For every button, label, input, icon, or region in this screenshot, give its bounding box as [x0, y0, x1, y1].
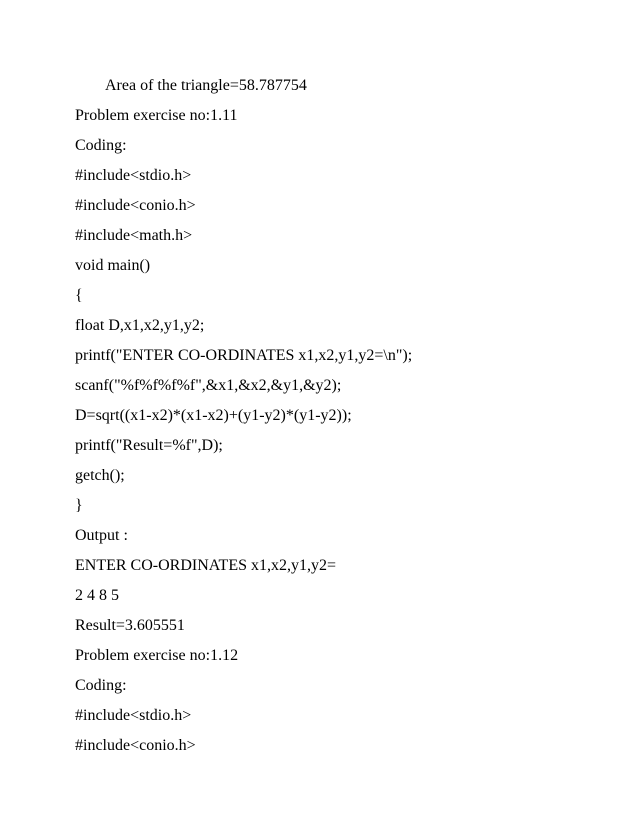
- code-line: }: [75, 497, 83, 514]
- code-line: D=sqrt((x1-x2)*(x1-x2)+(y1-y2)*(y1-y2));: [75, 407, 352, 424]
- code-line: #include<math.h>: [75, 227, 193, 244]
- code-line: #include<conio.h>: [75, 737, 196, 754]
- code-line: printf("ENTER CO-ORDINATES x1,x2,y1,y2=\n");: [75, 347, 413, 364]
- output-line: 2 4 8 5: [75, 587, 119, 604]
- coding-label: Coding:: [75, 677, 127, 694]
- code-line: printf("Result=%f",D);: [75, 437, 223, 454]
- coding-label: Coding:: [75, 137, 127, 154]
- output-line: Result=3.605551: [75, 617, 185, 634]
- code-line: scanf("%f%f%f%f",&x1,&x2,&y1,&y2);: [75, 377, 342, 394]
- area-result-line: Area of the triangle=58.787754: [105, 77, 307, 94]
- code-line: #include<conio.h>: [75, 197, 196, 214]
- code-line: {: [75, 287, 83, 304]
- code-line: float D,x1,x2,y1,y2;: [75, 317, 205, 334]
- exercise-heading-1-11: Problem exercise no:1.11: [75, 107, 238, 124]
- code-line: void main(): [75, 257, 151, 274]
- code-line: getch();: [75, 467, 125, 484]
- output-line: ENTER CO-ORDINATES x1,x2,y1,y2=: [75, 557, 337, 574]
- output-label: Output :: [75, 527, 128, 544]
- exercise-heading-1-12: Problem exercise no:1.12: [75, 647, 239, 664]
- code-line: #include<stdio.h>: [75, 707, 192, 724]
- code-line: #include<stdio.h>: [75, 167, 192, 184]
